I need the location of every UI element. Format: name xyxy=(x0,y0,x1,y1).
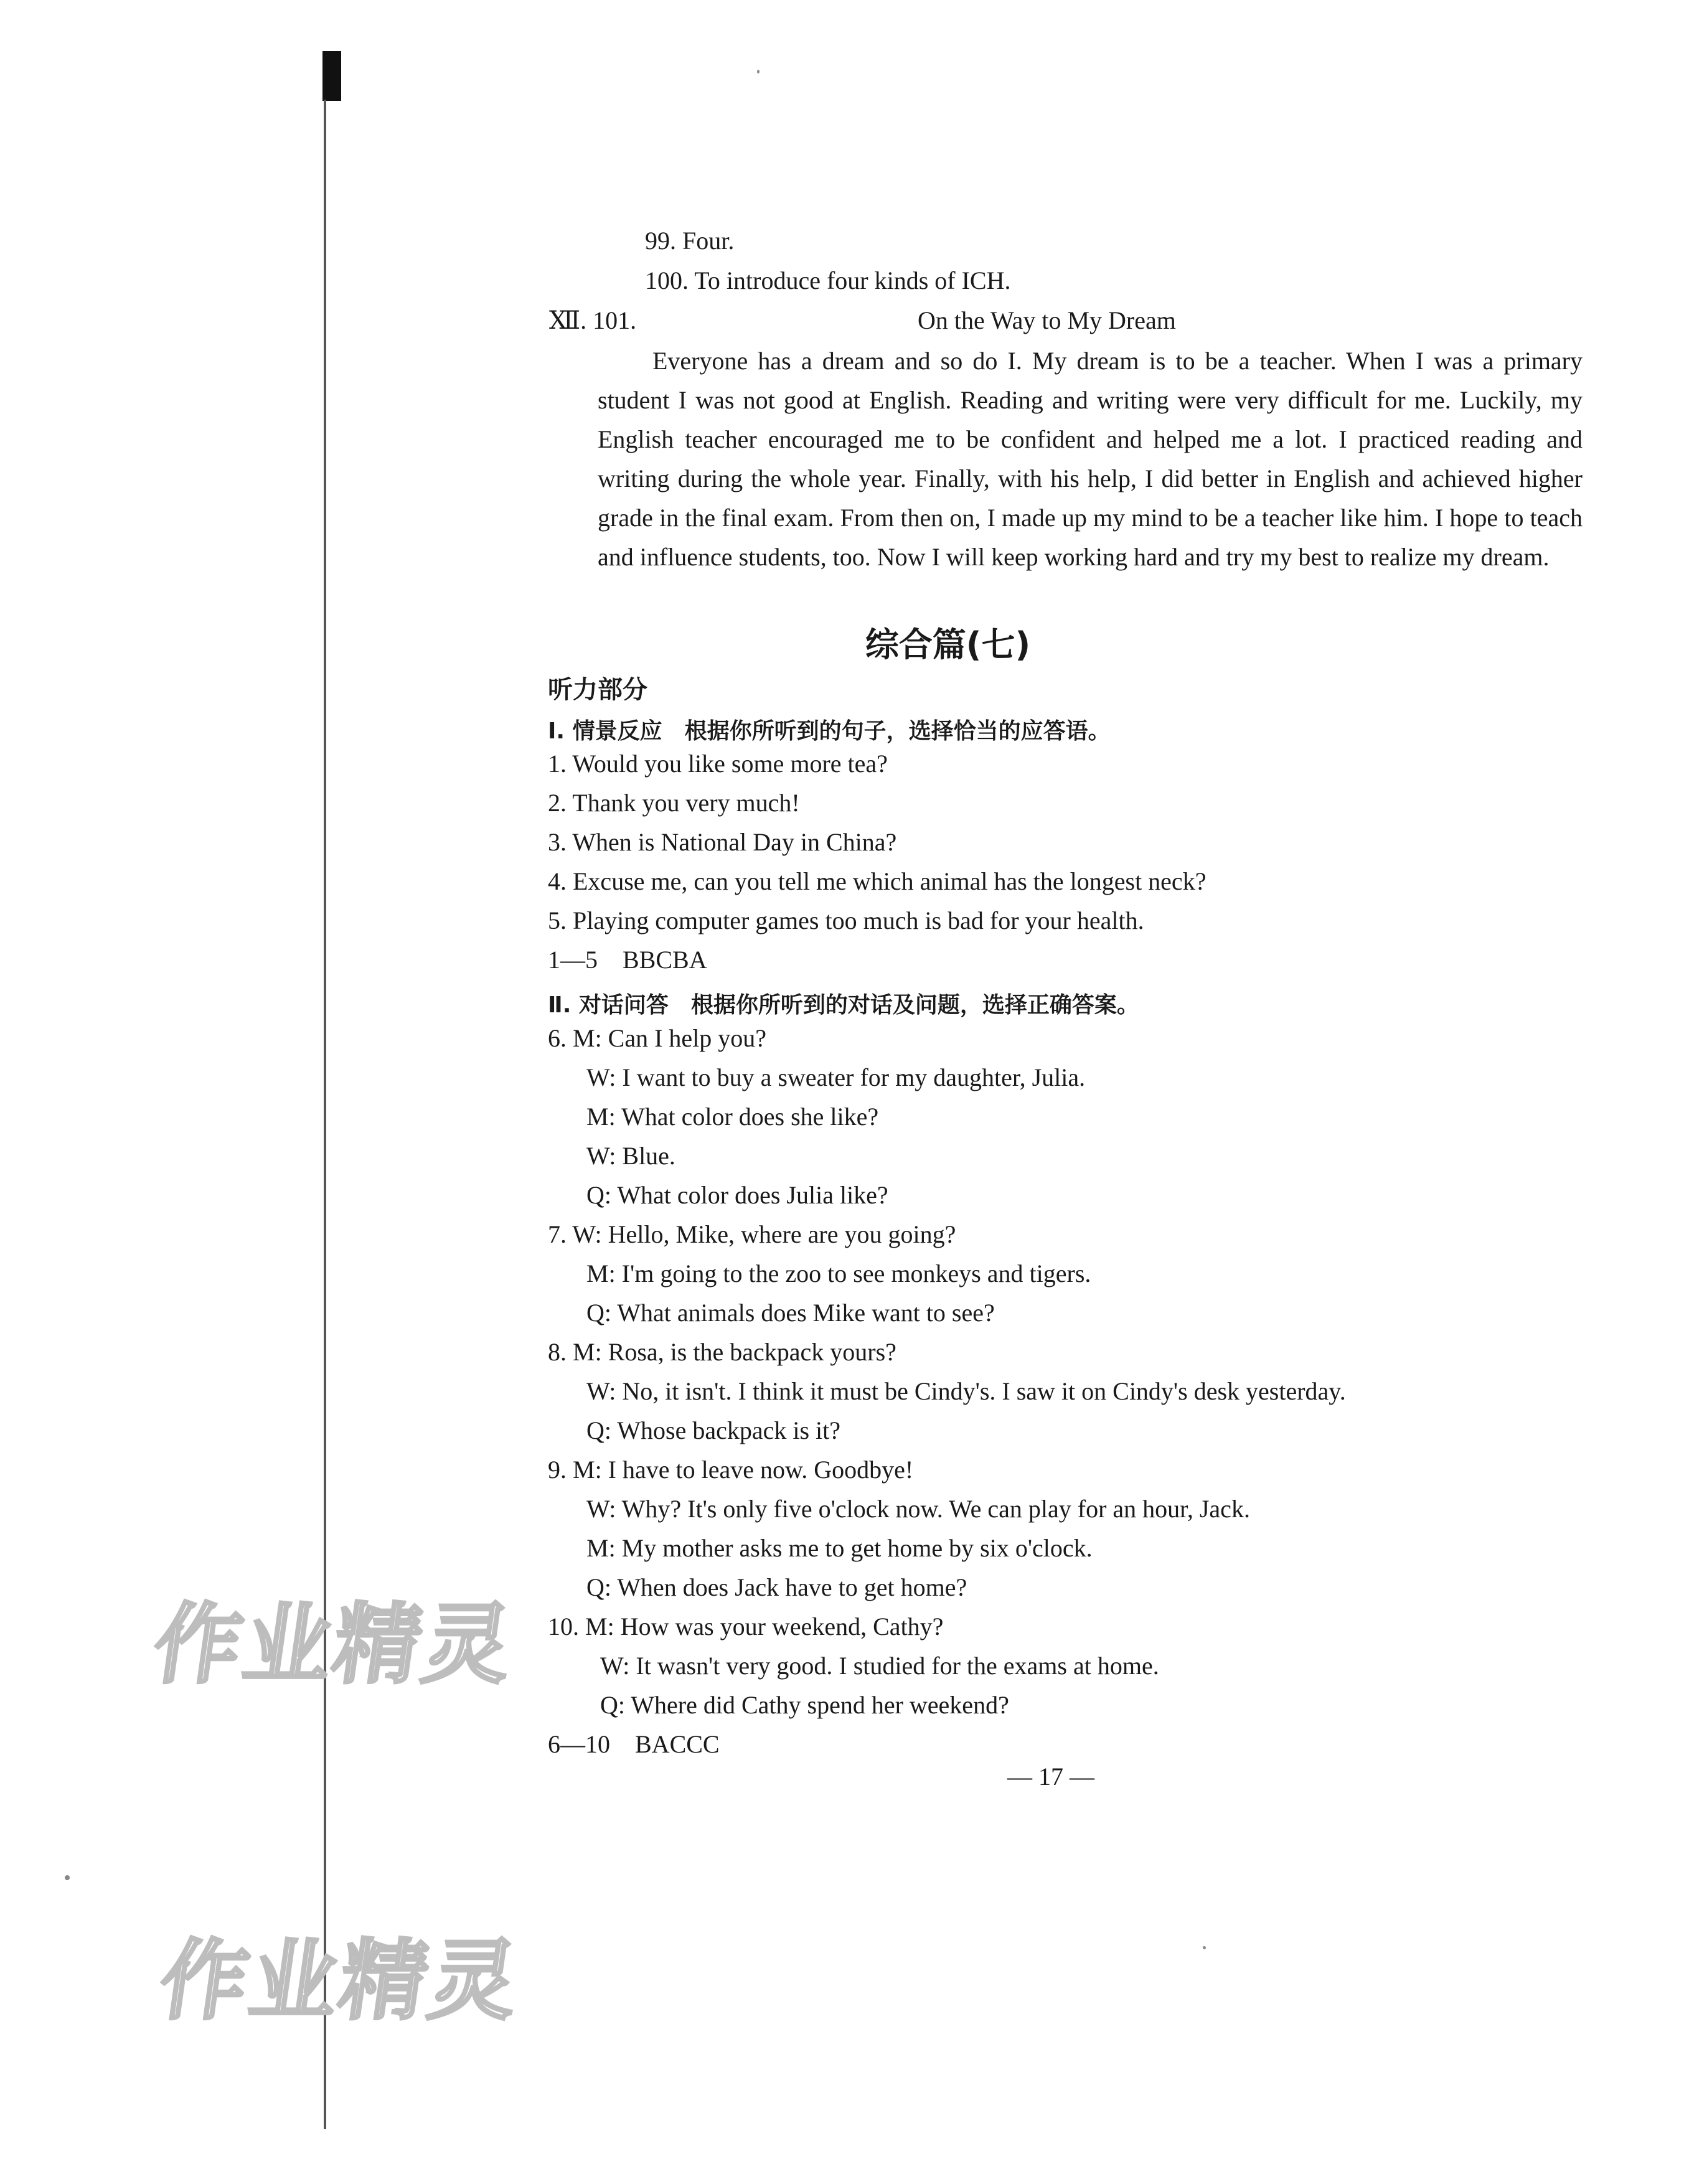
scan-speck xyxy=(65,1875,70,1880)
question-5: 5. Playing computer games too much is bad for your health. xyxy=(548,906,1144,934)
dialogue-line: W: It wasn't very good. I studied for the exams at home. xyxy=(600,1652,1159,1680)
dialogue-line: W: I want to buy a sweater for my daughter, Julia. xyxy=(586,1063,1086,1091)
section-title: 综合篇(七) xyxy=(865,625,1031,664)
dialogue-line: Q: Where did Cathy spend her weekend? xyxy=(600,1691,1009,1719)
page-number: — 17 — xyxy=(1007,1763,1094,1791)
scan-speck xyxy=(757,70,760,73)
dialogue-line: 10. M: How was your weekend, Cathy? xyxy=(548,1612,944,1640)
question-1: 1. Would you like some more tea? xyxy=(548,750,888,778)
essay-body: Everyone has a dream and so do I. My dream is to be a teacher. When I was a primary student I was not good at English. Reading and writing were very difficult for me. Luckily, my English teacher encouraged me to be confident and helped me a lot. I practiced reading and writing during the whole year. Finally, with his help, I did better in English and achieved higher grade in the final exam. From then on, I made up my mind to be a teacher like him. I hope to teach and influence students, too. Now I will keep working hard and try my best to realize my dream. xyxy=(598,347,1583,571)
question-3: 3. When is National Day in China? xyxy=(548,828,897,856)
dialogue-line: 7. W: Hello, Mike, where are you going? xyxy=(548,1220,956,1248)
dialogue-line: Q: What color does Julia like? xyxy=(586,1181,888,1209)
question-2: 2. Thank you very much! xyxy=(548,789,800,817)
answers-6-10: 6—10 BACCC xyxy=(548,1730,720,1758)
scan-speck xyxy=(1203,1946,1206,1949)
dialogue-line: 9. M: I have to leave now. Goodbye! xyxy=(548,1456,914,1484)
dialogue-line: 8. M: Rosa, is the backpack yours? xyxy=(548,1338,896,1366)
answer-99: 99. Four. xyxy=(645,227,735,255)
dialogue-line: M: What color does she like? xyxy=(586,1103,879,1131)
writing-number: Ⅻ. 101. xyxy=(549,306,637,334)
dialogue-line: W: No, it isn't. I think it must be Cindy's. I saw it on Cindy's desk yesterday. xyxy=(586,1377,1346,1405)
dialogue-line: W: Why? It's only five o'clock now. We can play for an hour, Jack. xyxy=(586,1495,1250,1523)
watermark-logo: 作业精灵 xyxy=(147,1594,520,1696)
dialogue-line: Q: When does Jack have to get home? xyxy=(586,1573,967,1601)
watermark-logo: 作业精灵 xyxy=(153,1931,527,2032)
listening-heading: 听力部分 xyxy=(548,675,647,704)
binding-line xyxy=(324,100,326,2129)
dialogue-line: M: I'm going to the zoo to see monkeys and tigers. xyxy=(586,1259,1091,1287)
binding-mark xyxy=(322,51,341,101)
question-4: 4. Excuse me, can you tell me which animal has the longest neck? xyxy=(548,867,1207,895)
part1-heading: Ⅰ. 情景反应 根据你所听到的句子，选择恰当的应答语。 xyxy=(548,718,1111,744)
dialogue-line: W: Blue. xyxy=(586,1142,675,1170)
dialogue-line: Q: Whose backpack is it? xyxy=(586,1416,841,1444)
answer-100: 100. To introduce four kinds of ICH. xyxy=(645,266,1011,294)
dialogue-line: 6. M: Can I help you? xyxy=(548,1024,767,1052)
dialogue-line: Q: What animals does Mike want to see? xyxy=(586,1299,995,1327)
part2-heading: Ⅱ. 对话问答 根据你所听到的对话及问题，选择正确答案。 xyxy=(548,992,1139,1018)
answers-1-5: 1—5 BBCBA xyxy=(548,946,707,974)
dialogue-line: M: My mother asks me to get home by six o'clock. xyxy=(586,1534,1093,1562)
essay-title: On the Way to My Dream xyxy=(918,306,1176,334)
